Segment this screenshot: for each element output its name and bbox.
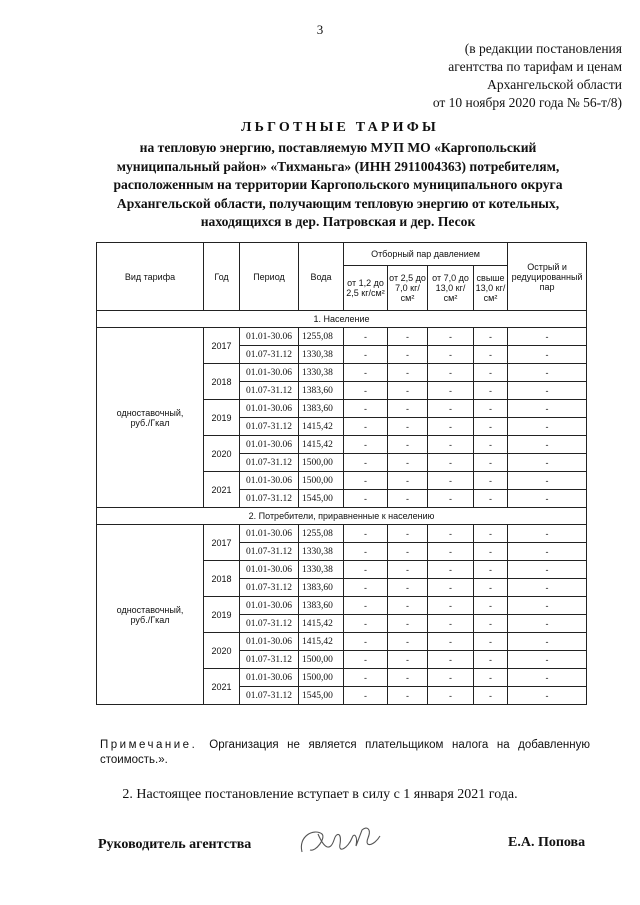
empty-value-cell: - bbox=[344, 543, 388, 561]
empty-value-cell: - bbox=[344, 346, 388, 364]
water-value-cell: 1383,60 bbox=[299, 400, 344, 418]
period-cell: 01.01-30.06 bbox=[240, 525, 299, 543]
empty-value-cell: - bbox=[428, 579, 474, 597]
water-value-cell: 1383,60 bbox=[299, 382, 344, 400]
empty-value-cell: - bbox=[428, 669, 474, 687]
tariff-type-cell bbox=[97, 328, 204, 508]
empty-value-cell: - bbox=[474, 669, 508, 687]
empty-value-cell: - bbox=[428, 472, 474, 490]
edition-note-line: от 10 ноября 2020 года № 56-т/8) bbox=[432, 95, 622, 110]
year-cell: 2018 bbox=[204, 561, 240, 597]
subtitle-line: муниципальный район» «Тихманьга» (ИНН 2911004363) потребителям, bbox=[116, 158, 560, 174]
header-steam-col: от 1,2 до 2,5 кг/см² bbox=[344, 266, 388, 311]
empty-value-cell: - bbox=[428, 615, 474, 633]
empty-value-cell: - bbox=[474, 382, 508, 400]
period-cell: 01.07-31.12 bbox=[240, 382, 299, 400]
header-steam-col: от 7,0 до 13,0 кг/см² bbox=[428, 266, 474, 311]
tariff-type-line: руб./Гкал bbox=[130, 417, 170, 428]
empty-value-cell: - bbox=[508, 490, 587, 508]
empty-value-cell: - bbox=[508, 382, 587, 400]
empty-value-cell: - bbox=[388, 346, 428, 364]
empty-value-cell: - bbox=[474, 579, 508, 597]
period-cell: 01.01-30.06 bbox=[240, 669, 299, 687]
empty-value-cell: - bbox=[428, 651, 474, 669]
empty-value-cell: - bbox=[474, 490, 508, 508]
footnote-label: Примечание. bbox=[100, 739, 198, 751]
empty-value-cell: - bbox=[474, 597, 508, 615]
water-value-cell: 1415,42 bbox=[299, 418, 344, 436]
empty-value-cell: - bbox=[344, 579, 388, 597]
empty-value-cell: - bbox=[388, 669, 428, 687]
empty-value-cell: - bbox=[474, 651, 508, 669]
page-number: 3 bbox=[316, 22, 324, 37]
empty-value-cell: - bbox=[508, 418, 587, 436]
empty-value-cell: - bbox=[344, 328, 388, 346]
empty-value-cell: - bbox=[474, 472, 508, 490]
water-value-cell: 1415,42 bbox=[299, 436, 344, 454]
period-cell: 01.07-31.12 bbox=[240, 418, 299, 436]
header-period: Период bbox=[240, 243, 299, 311]
subtitle-line: Архангельской области, получающим тепловую энергию от котельных, bbox=[116, 195, 560, 211]
empty-value-cell: - bbox=[388, 561, 428, 579]
empty-value-cell: - bbox=[428, 490, 474, 508]
empty-value-cell: - bbox=[344, 454, 388, 472]
empty-value-cell: - bbox=[508, 579, 587, 597]
empty-value-cell: - bbox=[344, 561, 388, 579]
water-value-cell: 1330,38 bbox=[299, 346, 344, 364]
water-value-cell: 1415,42 bbox=[299, 633, 344, 651]
year-cell: 2019 bbox=[204, 597, 240, 633]
empty-value-cell: - bbox=[428, 561, 474, 579]
water-value-cell: 1255,08 bbox=[299, 328, 344, 346]
period-cell: 01.01-30.06 bbox=[240, 328, 299, 346]
period-cell: 01.01-30.06 bbox=[240, 561, 299, 579]
empty-value-cell: - bbox=[388, 490, 428, 508]
empty-value-cell: - bbox=[508, 436, 587, 454]
empty-value-cell: - bbox=[428, 454, 474, 472]
empty-value-cell: - bbox=[344, 490, 388, 508]
empty-value-cell: - bbox=[474, 364, 508, 382]
water-value-cell: 1330,38 bbox=[299, 561, 344, 579]
period-cell: 01.01-30.06 bbox=[240, 597, 299, 615]
empty-value-cell: - bbox=[388, 525, 428, 543]
empty-value-cell: - bbox=[428, 525, 474, 543]
empty-value-cell: - bbox=[344, 418, 388, 436]
empty-value-cell: - bbox=[474, 615, 508, 633]
empty-value-cell: - bbox=[508, 597, 587, 615]
empty-value-cell: - bbox=[428, 382, 474, 400]
empty-value-cell: - bbox=[344, 472, 388, 490]
empty-value-cell: - bbox=[344, 633, 388, 651]
empty-value-cell: - bbox=[388, 597, 428, 615]
water-value-cell: 1500,00 bbox=[299, 472, 344, 490]
empty-value-cell: - bbox=[428, 633, 474, 651]
empty-value-cell: - bbox=[508, 400, 587, 418]
empty-value-cell: - bbox=[508, 687, 587, 705]
header-sharp-steam: Острый и редуцированный пар bbox=[508, 243, 587, 311]
empty-value-cell: - bbox=[474, 543, 508, 561]
water-value-cell: 1500,00 bbox=[299, 651, 344, 669]
year-cell: 2017 bbox=[204, 525, 240, 561]
empty-value-cell: - bbox=[474, 328, 508, 346]
empty-value-cell: - bbox=[428, 543, 474, 561]
header-steam-col: свыше 13,0 кг/см² bbox=[474, 266, 508, 311]
footnote-text: Организация не является плательщиком налога на добавленную стоимость.». bbox=[100, 739, 590, 766]
table-row bbox=[97, 328, 587, 346]
empty-value-cell: - bbox=[428, 436, 474, 454]
period-cell: 01.07-31.12 bbox=[240, 615, 299, 633]
edition-note-line: (в редакции постановления bbox=[464, 41, 622, 56]
water-value-cell: 1415,42 bbox=[299, 615, 344, 633]
period-cell: 01.01-30.06 bbox=[240, 436, 299, 454]
empty-value-cell: - bbox=[508, 346, 587, 364]
period-cell: 01.07-31.12 bbox=[240, 346, 299, 364]
tariff-type-line: одноставочный, bbox=[116, 407, 184, 418]
empty-value-cell: - bbox=[474, 454, 508, 472]
empty-value-cell: - bbox=[344, 364, 388, 382]
empty-value-cell: - bbox=[388, 543, 428, 561]
empty-value-cell: - bbox=[474, 418, 508, 436]
empty-value-cell: - bbox=[428, 328, 474, 346]
empty-value-cell: - bbox=[388, 382, 428, 400]
year-cell: 2018 bbox=[204, 364, 240, 400]
signer-title: Руководитель агентства bbox=[98, 837, 252, 852]
water-value-cell: 1330,38 bbox=[299, 543, 344, 561]
period-cell: 01.07-31.12 bbox=[240, 454, 299, 472]
empty-value-cell: - bbox=[344, 615, 388, 633]
year-cell: 2020 bbox=[204, 633, 240, 669]
year-cell: 2019 bbox=[204, 400, 240, 436]
empty-value-cell: - bbox=[508, 328, 587, 346]
water-value-cell: 1545,00 bbox=[299, 687, 344, 705]
empty-value-cell: - bbox=[508, 454, 587, 472]
tariff-type-line: одноставочный, bbox=[116, 604, 184, 615]
period-cell: 01.01-30.06 bbox=[240, 472, 299, 490]
empty-value-cell: - bbox=[388, 579, 428, 597]
subtitle-line: на тепловую энергию, поставляемую МУП МО «Каргопольский bbox=[139, 140, 537, 155]
empty-value-cell: - bbox=[508, 669, 587, 687]
table-body bbox=[97, 311, 587, 705]
signer-name: Е.А. Попова bbox=[508, 835, 586, 850]
footnote bbox=[100, 738, 590, 768]
water-value-cell: 1500,00 bbox=[299, 454, 344, 472]
edition-note-line: Архангельской области bbox=[487, 77, 622, 92]
empty-value-cell: - bbox=[344, 400, 388, 418]
water-value-cell: 1383,60 bbox=[299, 579, 344, 597]
empty-value-cell: - bbox=[388, 633, 428, 651]
empty-value-cell: - bbox=[508, 633, 587, 651]
empty-value-cell: - bbox=[388, 687, 428, 705]
empty-value-cell: - bbox=[508, 615, 587, 633]
water-value-cell: 1330,38 bbox=[299, 364, 344, 382]
empty-value-cell: - bbox=[428, 597, 474, 615]
period-cell: 01.07-31.12 bbox=[240, 543, 299, 561]
empty-value-cell: - bbox=[474, 346, 508, 364]
year-cell: 2017 bbox=[204, 328, 240, 364]
empty-value-cell: - bbox=[428, 364, 474, 382]
empty-value-cell: - bbox=[428, 346, 474, 364]
edition-note-line: агентства по тарифам и ценам bbox=[448, 59, 622, 74]
header-year: Год bbox=[204, 243, 240, 311]
effective-date-clause: 2. Настоящее постановление вступает в силу с 1 января 2021 года. bbox=[122, 787, 518, 802]
empty-value-cell: - bbox=[388, 418, 428, 436]
subtitle-line: расположенным на территории Каргопольского муниципального округа bbox=[113, 177, 563, 192]
empty-value-cell: - bbox=[508, 472, 587, 490]
water-value-cell: 1500,00 bbox=[299, 669, 344, 687]
period-cell: 01.07-31.12 bbox=[240, 579, 299, 597]
empty-value-cell: - bbox=[344, 436, 388, 454]
empty-value-cell: - bbox=[388, 400, 428, 418]
water-value-cell: 1383,60 bbox=[299, 597, 344, 615]
document-title: ЛЬГОТНЫЕ ТАРИФЫ bbox=[241, 120, 439, 135]
empty-value-cell: - bbox=[474, 633, 508, 651]
edition-note bbox=[372, 40, 622, 112]
section-label: 1. Население bbox=[97, 311, 587, 328]
document-subtitle bbox=[78, 139, 598, 232]
empty-value-cell: - bbox=[388, 615, 428, 633]
header-steam: Отборный пар давлением bbox=[344, 243, 508, 266]
empty-value-cell: - bbox=[474, 561, 508, 579]
empty-value-cell: - bbox=[344, 525, 388, 543]
empty-value-cell: - bbox=[474, 436, 508, 454]
empty-value-cell: - bbox=[474, 687, 508, 705]
empty-value-cell: - bbox=[508, 543, 587, 561]
year-cell: 2020 bbox=[204, 436, 240, 472]
header-water: Вода bbox=[299, 243, 344, 311]
empty-value-cell: - bbox=[388, 364, 428, 382]
section-row bbox=[97, 508, 587, 525]
period-cell: 01.01-30.06 bbox=[240, 364, 299, 382]
empty-value-cell: - bbox=[428, 400, 474, 418]
empty-value-cell: - bbox=[388, 651, 428, 669]
year-cell: 2021 bbox=[204, 669, 240, 705]
empty-value-cell: - bbox=[508, 525, 587, 543]
empty-value-cell: - bbox=[388, 328, 428, 346]
year-cell: 2021 bbox=[204, 472, 240, 508]
empty-value-cell: - bbox=[344, 597, 388, 615]
period-cell: 01.07-31.12 bbox=[240, 651, 299, 669]
empty-value-cell: - bbox=[474, 400, 508, 418]
empty-value-cell: - bbox=[428, 418, 474, 436]
period-cell: 01.07-31.12 bbox=[240, 490, 299, 508]
water-value-cell: 1255,08 bbox=[299, 525, 344, 543]
handwritten-signature bbox=[296, 822, 386, 862]
empty-value-cell: - bbox=[508, 651, 587, 669]
period-cell: 01.07-31.12 bbox=[240, 687, 299, 705]
period-cell: 01.01-30.06 bbox=[240, 633, 299, 651]
header-tariff-type: Вид тарифа bbox=[97, 243, 204, 311]
empty-value-cell: - bbox=[508, 561, 587, 579]
empty-value-cell: - bbox=[344, 687, 388, 705]
table-row bbox=[97, 525, 587, 543]
empty-value-cell: - bbox=[428, 687, 474, 705]
empty-value-cell: - bbox=[388, 436, 428, 454]
water-value-cell: 1545,00 bbox=[299, 490, 344, 508]
subtitle-line: находящихся в дер. Патровская и дер. Песок bbox=[200, 214, 476, 229]
empty-value-cell: - bbox=[508, 364, 587, 382]
period-cell: 01.01-30.06 bbox=[240, 400, 299, 418]
empty-value-cell: - bbox=[344, 382, 388, 400]
section-label: 2. Потребители, приравненные к населению bbox=[97, 508, 587, 525]
tariff-type-line: руб./Гкал bbox=[130, 614, 170, 625]
empty-value-cell: - bbox=[388, 454, 428, 472]
tariff-table bbox=[96, 242, 587, 705]
empty-value-cell: - bbox=[344, 651, 388, 669]
section-row bbox=[97, 311, 587, 328]
tariff-type-cell bbox=[97, 525, 204, 705]
header-steam-col: от 2,5 до 7,0 кг/см² bbox=[388, 266, 428, 311]
empty-value-cell: - bbox=[388, 472, 428, 490]
empty-value-cell: - bbox=[344, 669, 388, 687]
empty-value-cell: - bbox=[474, 525, 508, 543]
